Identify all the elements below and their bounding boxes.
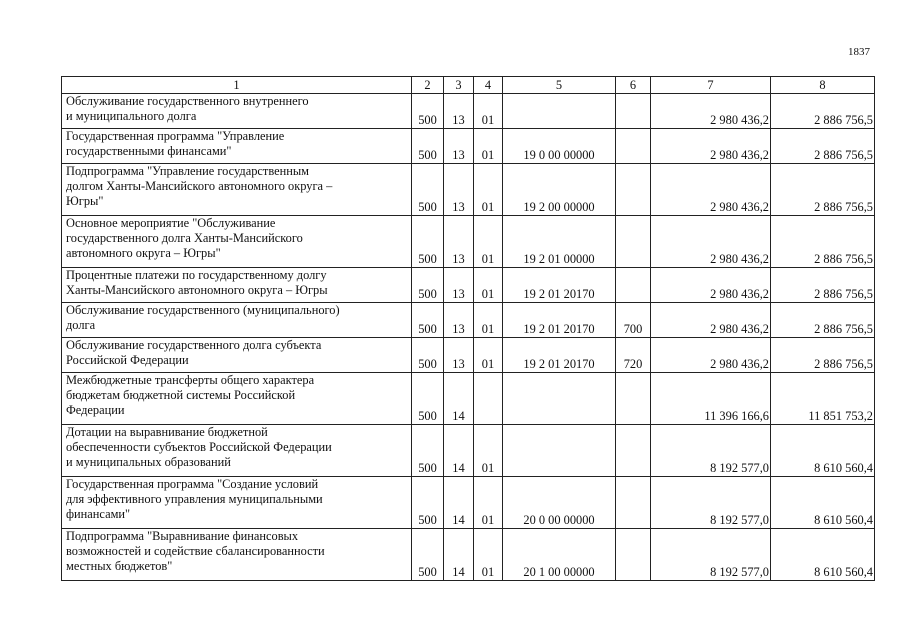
expense-type-cell <box>616 373 651 425</box>
subsection-cell: 01 <box>474 268 503 303</box>
table-row <box>62 164 875 216</box>
admin-code-cell: 500 <box>412 477 444 529</box>
amount-year2-cell: 2 886 756,5 <box>771 216 875 268</box>
target-article-cell: 20 1 00 00000 <box>503 529 616 581</box>
row-name-cell <box>62 129 412 164</box>
amount-year2-cell: 2 886 756,5 <box>771 268 875 303</box>
amount-year1-cell: 8 192 577,0 <box>651 529 771 581</box>
row-name-line: Межбюджетные трансферты общего характера <box>66 373 315 387</box>
admin-code-cell: 500 <box>412 268 444 303</box>
row-name-line: Государственная программа "Управление <box>66 129 285 143</box>
budget-table <box>61 76 875 581</box>
table-row <box>62 425 875 477</box>
column-header: 8 <box>771 77 875 94</box>
row-name-line: Обслуживание государственного внутреннего <box>66 94 309 108</box>
amount-year1-cell: 2 980 436,2 <box>651 129 771 164</box>
expense-type-cell: 720 <box>616 338 651 373</box>
row-name-cell <box>62 425 412 477</box>
row-name-line: обеспеченности субъектов Российской Федерации <box>66 440 332 454</box>
section-cell: 14 <box>444 425 474 477</box>
subsection-cell: 01 <box>474 529 503 581</box>
column-header: 5 <box>503 77 616 94</box>
admin-code-cell: 500 <box>412 164 444 216</box>
row-name-line: государственного долга Ханты-Мансийского <box>66 231 303 245</box>
admin-code-cell: 500 <box>412 94 444 129</box>
subsection-cell: 01 <box>474 477 503 529</box>
target-article-cell <box>503 425 616 477</box>
amount-year2-cell: 8 610 560,4 <box>771 425 875 477</box>
row-name-line: долга <box>66 318 96 332</box>
row-name-line: Федерации <box>66 403 125 417</box>
expense-type-cell <box>616 529 651 581</box>
row-name-line: и муниципальных образований <box>66 455 231 469</box>
row-name-line: Ханты-Мансийского автономного округа – Югры <box>66 283 328 297</box>
table-row <box>62 338 875 373</box>
amount-year1-cell: 2 980 436,2 <box>651 303 771 338</box>
row-name-cell <box>62 303 412 338</box>
table-row <box>62 268 875 303</box>
column-header: 2 <box>412 77 444 94</box>
amount-year1-cell: 2 980 436,2 <box>651 164 771 216</box>
table-row <box>62 303 875 338</box>
row-name-line: Обслуживание государственного долга субъекта <box>66 338 322 352</box>
amount-year1-cell: 8 192 577,0 <box>651 477 771 529</box>
row-name-line: Югры" <box>66 194 104 208</box>
row-name-line: Дотации на выравнивание бюджетной <box>66 425 268 439</box>
row-name-line: финансами" <box>66 507 131 521</box>
amount-year1-cell: 2 980 436,2 <box>651 268 771 303</box>
row-name-line: бюджетам бюджетной системы Российской <box>66 388 296 402</box>
amount-year1-cell: 8 192 577,0 <box>651 425 771 477</box>
row-name-cell <box>62 94 412 129</box>
column-header: 7 <box>651 77 771 94</box>
subsection-cell: 01 <box>474 338 503 373</box>
row-name-line: возможностей и содействие сбалансированности <box>66 544 325 558</box>
target-article-cell: 19 2 01 00000 <box>503 216 616 268</box>
expense-type-cell <box>616 129 651 164</box>
page-number: 1837 <box>848 46 870 58</box>
table-row <box>62 94 875 129</box>
expense-type-cell: 700 <box>616 303 651 338</box>
row-name-line: Основное мероприятие "Обслуживание <box>66 216 276 230</box>
target-article-cell: 19 2 01 20170 <box>503 268 616 303</box>
row-name-line: для эффективного управления муниципальными <box>66 492 323 506</box>
subsection-cell: 01 <box>474 425 503 477</box>
table-row <box>62 216 875 268</box>
admin-code-cell: 500 <box>412 216 444 268</box>
table-row <box>62 129 875 164</box>
row-name-line: автономного округа – Югры" <box>66 246 221 260</box>
subsection-cell <box>474 373 503 425</box>
amount-year1-cell: 2 980 436,2 <box>651 338 771 373</box>
row-name-line: долгом Ханты-Мансийского автономного округа – <box>66 179 333 193</box>
target-article-cell: 20 0 00 00000 <box>503 477 616 529</box>
amount-year2-cell: 2 886 756,5 <box>771 338 875 373</box>
subsection-cell: 01 <box>474 164 503 216</box>
column-header: 3 <box>444 77 474 94</box>
row-name-line: Процентные платежи по государственному долгу <box>66 268 327 282</box>
expense-type-cell <box>616 268 651 303</box>
target-article-cell: 19 2 01 20170 <box>503 303 616 338</box>
row-name-cell <box>62 268 412 303</box>
amount-year1-cell: 2 980 436,2 <box>651 216 771 268</box>
row-name-line: и муниципального долга <box>66 109 197 123</box>
table-row <box>62 373 875 425</box>
row-name-cell <box>62 373 412 425</box>
section-cell: 14 <box>444 477 474 529</box>
admin-code-cell: 500 <box>412 373 444 425</box>
row-name-line: Подпрограмма "Управление государственным <box>66 164 310 178</box>
section-cell: 14 <box>444 373 474 425</box>
subsection-cell: 01 <box>474 216 503 268</box>
section-cell: 13 <box>444 164 474 216</box>
section-cell: 13 <box>444 303 474 338</box>
column-header: 6 <box>616 77 651 94</box>
amount-year2-cell: 11 851 753,2 <box>771 373 875 425</box>
admin-code-cell: 500 <box>412 425 444 477</box>
amount-year2-cell: 2 886 756,5 <box>771 94 875 129</box>
row-name-cell <box>62 164 412 216</box>
table-row <box>62 529 875 581</box>
target-article-cell <box>503 373 616 425</box>
amount-year2-cell: 2 886 756,5 <box>771 303 875 338</box>
target-article-cell: 19 2 00 00000 <box>503 164 616 216</box>
row-name-line: государственными финансами" <box>66 144 232 158</box>
row-name-line: Государственная программа "Создание условий <box>66 477 319 491</box>
admin-code-cell: 500 <box>412 129 444 164</box>
table-row <box>62 477 875 529</box>
row-name-line: Подпрограмма "Выравнивание финансовых <box>66 529 299 543</box>
section-cell: 13 <box>444 129 474 164</box>
subsection-cell: 01 <box>474 129 503 164</box>
row-name-cell <box>62 529 412 581</box>
subsection-cell: 01 <box>474 303 503 338</box>
subsection-cell: 01 <box>474 94 503 129</box>
row-name-line: Российской Федерации <box>66 353 189 367</box>
section-cell: 13 <box>444 268 474 303</box>
section-cell: 13 <box>444 94 474 129</box>
target-article-cell <box>503 94 616 129</box>
admin-code-cell: 500 <box>412 303 444 338</box>
row-name-line: Обслуживание государственного (муниципального) <box>66 303 340 317</box>
admin-code-cell: 500 <box>412 338 444 373</box>
row-name-cell <box>62 338 412 373</box>
amount-year2-cell: 2 886 756,5 <box>771 129 875 164</box>
amount-year1-cell: 2 980 436,2 <box>651 94 771 129</box>
row-name-cell <box>62 477 412 529</box>
expense-type-cell <box>616 164 651 216</box>
amount-year2-cell: 8 610 560,4 <box>771 529 875 581</box>
expense-type-cell <box>616 477 651 529</box>
section-cell: 14 <box>444 529 474 581</box>
column-header: 4 <box>474 77 503 94</box>
amount-year2-cell: 2 886 756,5 <box>771 164 875 216</box>
expense-type-cell <box>616 94 651 129</box>
amount-year1-cell: 11 396 166,6 <box>651 373 771 425</box>
row-name-cell <box>62 216 412 268</box>
amount-year2-cell: 8 610 560,4 <box>771 477 875 529</box>
target-article-cell: 19 2 01 20170 <box>503 338 616 373</box>
column-header: 1 <box>62 77 412 94</box>
target-article-cell: 19 0 00 00000 <box>503 129 616 164</box>
admin-code-cell: 500 <box>412 529 444 581</box>
section-cell: 13 <box>444 338 474 373</box>
expense-type-cell <box>616 425 651 477</box>
header-row <box>62 77 875 94</box>
section-cell: 13 <box>444 216 474 268</box>
row-name-line: местных бюджетов" <box>66 559 173 573</box>
expense-type-cell <box>616 216 651 268</box>
